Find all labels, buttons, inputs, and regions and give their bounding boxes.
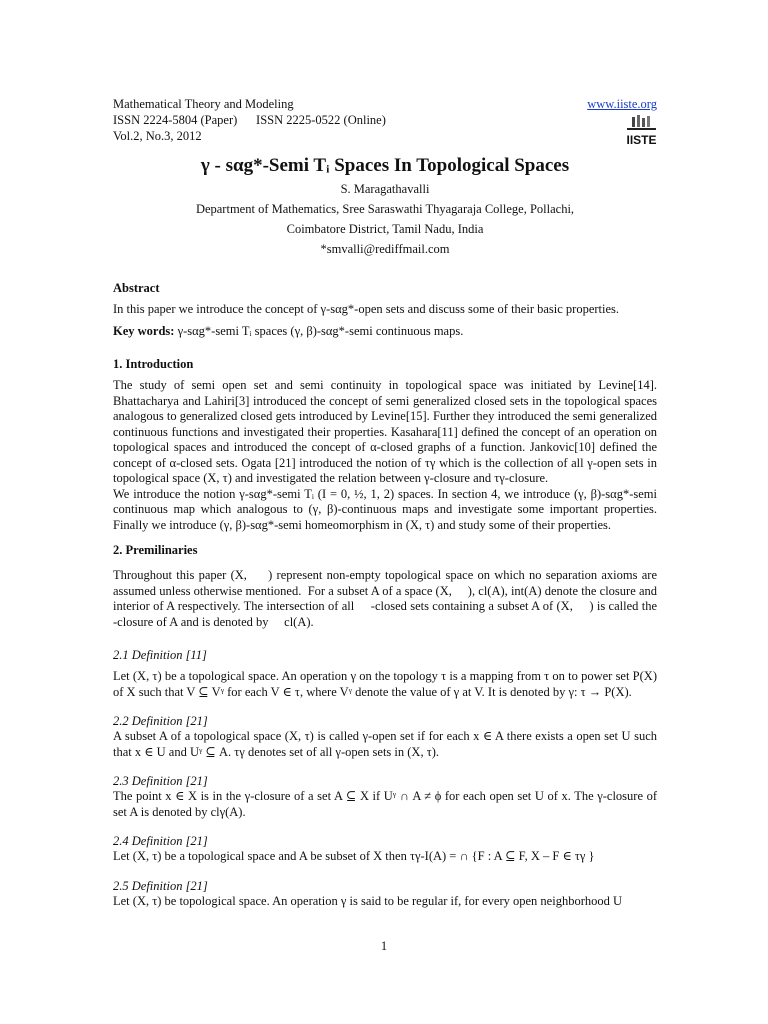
paper-page xyxy=(113,96,673,909)
definition-text: The point x ∈ X is in the γ-closure of a set A ⊆ X if Uᵞ ∩ A ≠ ϕ for each open set U of x. The γ-closure of set A is denoted by clγ(A). xyxy=(113,789,657,819)
abstract-heading: Abstract xyxy=(113,281,160,295)
journal-name: Mathematical Theory and Modeling xyxy=(113,97,294,111)
website-link[interactable]: www.iiste.org xyxy=(587,97,657,111)
keywords: γ-sαg*-semi Tᵢ spaces (γ, β)-sαg*-semi continuous maps. xyxy=(174,323,464,338)
definition-text: Let (X, τ) be a topological space. An operation γ on the topology τ is a mapping from τ on to power set P(X) of X such that V ⊆ Vᵞ for each V ∈ τ, where Vᵞ denote the value of γ at V. It is denoted by γ: τ → P(X). xyxy=(113,669,657,699)
page-number: 1 xyxy=(380,939,388,953)
journal-header xyxy=(113,96,657,147)
definition-text: Let (X, τ) be topological space. An operation γ is said to be regular if, for every open neighborhood U xyxy=(113,893,623,908)
prelim-paragraph: Throughout this paper (X, ) represent non-empty topological space on which no separation axioms are assumed unless otherwise mentioned. For a subset A of a space (X, ), cl(A), int(A) denote the closure and interior of A respectively. The intersection of all -closed sets containing a subset A of (X, ) is called the -closure of A and is denoted by cl(A). xyxy=(113,568,673,629)
definition-text: A subset A of a topological space (X, τ) is called γ-open set if for each x ∈ A there exists a open set U such that x ∈ U and Uᵞ ⊆ A. τγ denotes set of all γ-open sets in (X, τ). xyxy=(113,729,657,759)
volume-line: Vol.2, No.3, 2012 xyxy=(113,129,202,143)
paper-title: γ - sαg*-Semi Tᵢ Spaces In Topological Spaces xyxy=(200,155,570,176)
section-heading-introduction: 1. Introduction xyxy=(113,357,194,371)
keywords-label: Key words: xyxy=(113,323,175,338)
intro-paragraph-1: The study of semi open set and semi continuity in topological space was initiated by Levine[14]. Bhattacharya and Lahiri[3] introduced the concept of semi generalized closed sets in the topological spaces analogous to generalized closed gets introduced by Levine[15]. Further they introduced the semi generalized continuous functions and investigated their properties. Kasahara[11] defined the concept of an operation on topological spaces and introduced the concept of α-closed graphs of a function. Jankovic[10] defined the concept of α-closed sets. Ogata [21] introduced the notion of τγ which is the collection of all γ-open sets in topological space (X, τ) and investigated the relation between γ-closure and τγ-closure. xyxy=(113,378,657,485)
keywords-line xyxy=(113,324,657,340)
author-email: *smvalli@rediffmail.com xyxy=(320,242,450,256)
affiliation-line-1: Department of Mathematics, Sree Saraswathi Thyagaraja College, Pollachi, xyxy=(195,202,575,216)
definition-text: Let (X, τ) be a topological space and A be subset of X then τγ-I(A) = ∩ {F : A ⊆ F, X – F ∈ τγ } xyxy=(113,849,595,863)
affiliation-line-2: Coimbatore District, Tamil Nadu, India xyxy=(286,222,484,236)
definition-label: 2.5 Definition [21] xyxy=(113,878,208,893)
definition-label: 2.2 Definition [21] xyxy=(113,714,208,728)
issn-line: ISSN 2224-5804 (Paper) ISSN 2225-0522 (Online) xyxy=(113,113,386,127)
section-heading-preliminaries: 2. Premilinaries xyxy=(113,543,198,557)
definition-label: 2.3 Definition [21] xyxy=(113,774,208,788)
logo-text: IISTE xyxy=(626,133,657,147)
abstract-text: In this paper we introduce the concept of γ-sαg*-open sets and discuss some of their basic properties. xyxy=(113,302,620,316)
definition-label: 2.1 Definition [11] xyxy=(113,648,207,662)
intro-paragraph-2: We introduce the notion γ-sαg*-semi Tᵢ (I = 0, ½, 1, 2) spaces. In section 4, we introduce (γ, β)-sαg*-semi continuous map which analogous to (γ, β)-continuous maps and investigate some important properties. Finally we introduce (γ, β)-sαg*-semi homeomorphism in (X, τ) and study some of their properties. xyxy=(113,486,657,532)
iiste-logo-icon xyxy=(626,115,657,147)
author: S. Maragathavalli xyxy=(340,182,430,196)
definition-label: 2.4 Definition [21] xyxy=(113,834,208,848)
